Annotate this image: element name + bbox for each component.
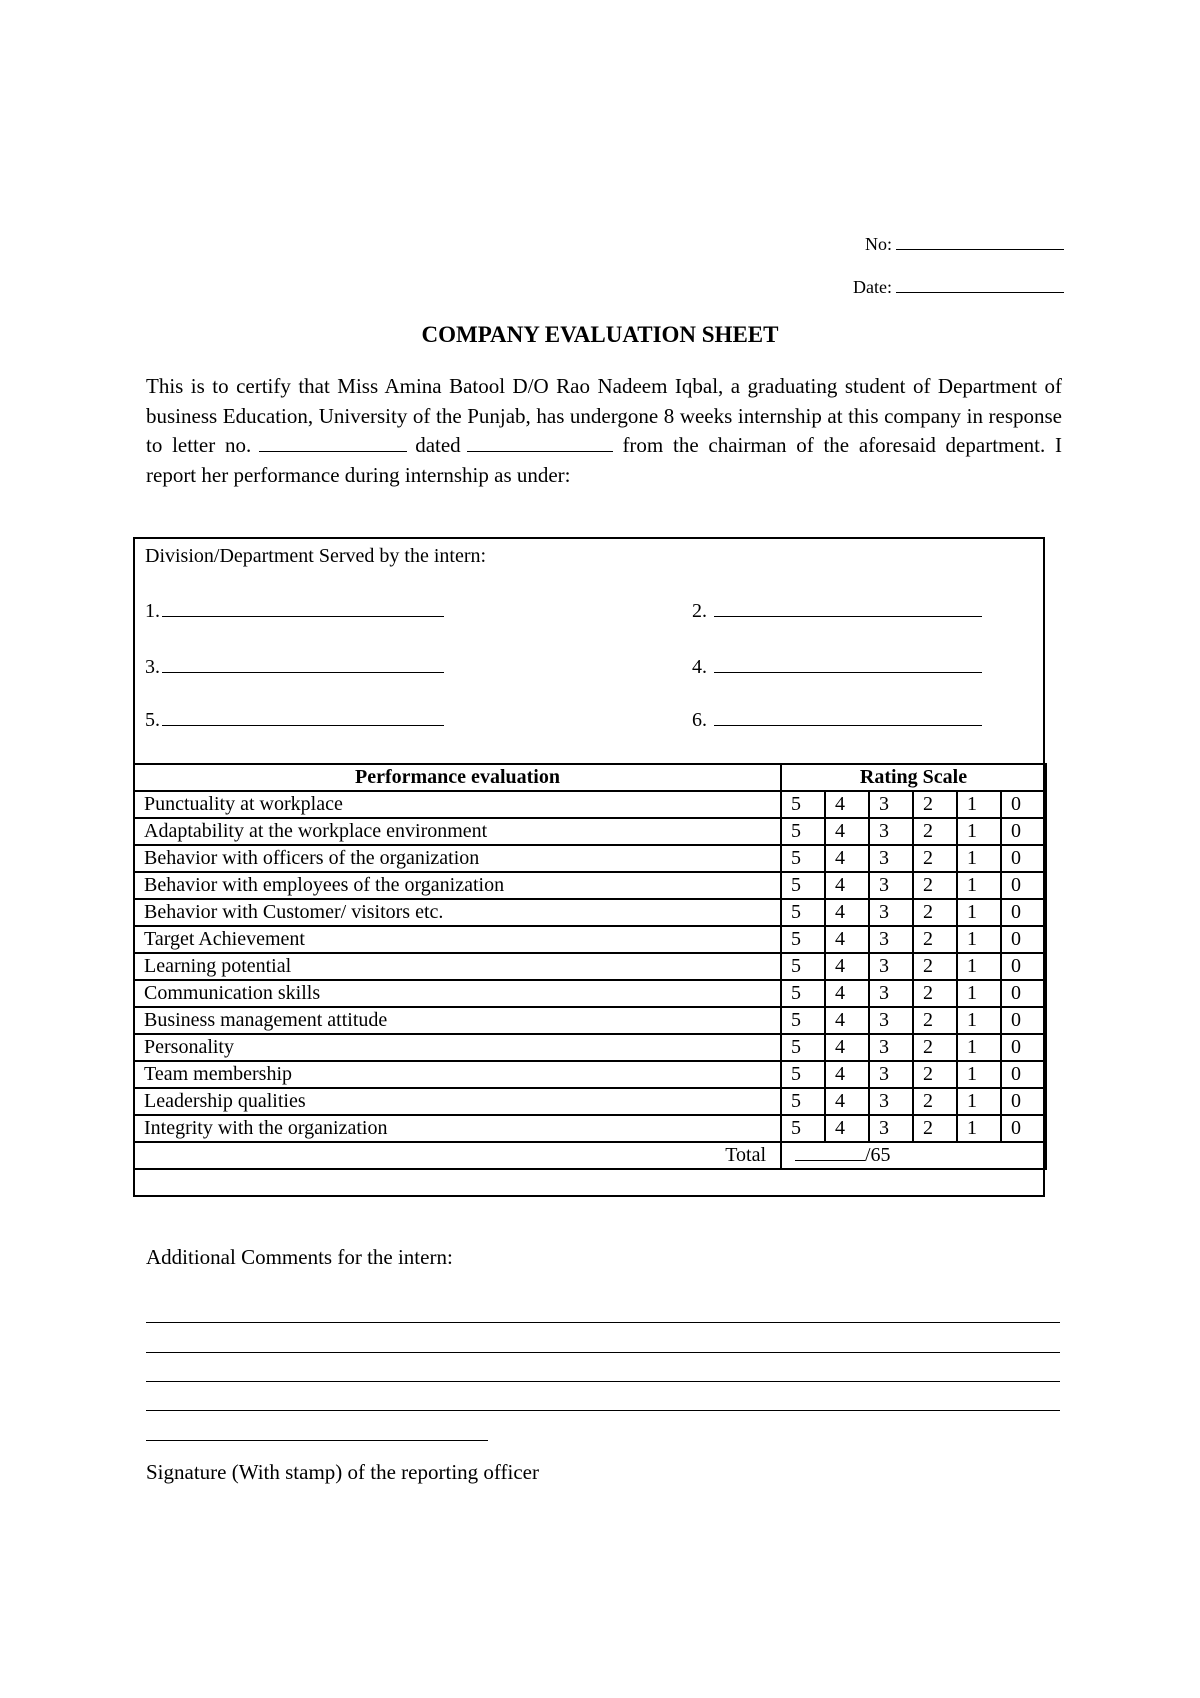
performance-header: Performance evaluation bbox=[134, 764, 781, 791]
criteria-row bbox=[134, 1088, 1046, 1115]
rating-option[interactable]: 5 bbox=[781, 899, 825, 926]
intro-dated-label: dated bbox=[415, 433, 461, 457]
rating-option[interactable]: 1 bbox=[957, 1034, 1001, 1061]
criteria-row bbox=[134, 980, 1046, 1007]
comments-label: Additional Comments for the intern: bbox=[146, 1245, 453, 1269]
total-label: Total bbox=[134, 1142, 781, 1169]
criteria-label: Business management attitude bbox=[134, 1007, 781, 1034]
rating-option[interactable]: 2 bbox=[913, 953, 957, 980]
rating-option[interactable]: 0 bbox=[1001, 899, 1046, 926]
rating-option[interactable]: 5 bbox=[781, 1061, 825, 1088]
rating-option[interactable]: 1 bbox=[957, 953, 1001, 980]
rating-option[interactable]: 2 bbox=[913, 818, 957, 845]
rating-option[interactable]: 4 bbox=[825, 1061, 869, 1088]
rating-option[interactable]: 5 bbox=[781, 845, 825, 872]
rating-option[interactable]: 2 bbox=[913, 899, 957, 926]
performance-table bbox=[133, 763, 1047, 1170]
rating-option[interactable]: 3 bbox=[869, 872, 913, 899]
rating-option[interactable]: 1 bbox=[957, 1088, 1001, 1115]
rating-option[interactable]: 3 bbox=[869, 1007, 913, 1034]
department-slot-3[interactable] bbox=[145, 656, 444, 679]
slot-number: 2. bbox=[692, 600, 707, 622]
rating-option[interactable]: 5 bbox=[781, 818, 825, 845]
rating-option[interactable]: 3 bbox=[869, 899, 913, 926]
rating-option[interactable]: 1 bbox=[957, 926, 1001, 953]
rating-option[interactable]: 2 bbox=[913, 872, 957, 899]
total-blank[interactable] bbox=[795, 1159, 865, 1161]
rating-option[interactable]: 3 bbox=[869, 1088, 913, 1115]
comment-line[interactable] bbox=[146, 1352, 1060, 1353]
rating-option[interactable]: 5 bbox=[781, 1034, 825, 1061]
slot-number: 5. bbox=[145, 709, 160, 731]
criteria-row bbox=[134, 1115, 1046, 1142]
rating-option[interactable]: 4 bbox=[825, 872, 869, 899]
slot-blank[interactable] bbox=[162, 615, 444, 617]
rating-option[interactable]: 4 bbox=[825, 1034, 869, 1061]
total-value[interactable] bbox=[781, 1142, 1046, 1169]
rating-option[interactable]: 2 bbox=[913, 1088, 957, 1115]
rating-option[interactable]: 2 bbox=[913, 926, 957, 953]
rating-option[interactable]: 1 bbox=[957, 872, 1001, 899]
page-title: COMPANY EVALUATION SHEET bbox=[421, 322, 779, 347]
rating-option[interactable]: 0 bbox=[1001, 926, 1046, 953]
rating-option[interactable]: 0 bbox=[1001, 1034, 1046, 1061]
rating-option[interactable]: 2 bbox=[913, 791, 957, 818]
rating-option[interactable]: 4 bbox=[825, 1007, 869, 1034]
criteria-label: Behavior with officers of the organization bbox=[134, 845, 781, 872]
table-header-row bbox=[134, 764, 1046, 791]
criteria-row bbox=[134, 926, 1046, 953]
slot-number: 4. bbox=[692, 656, 707, 678]
rating-option[interactable]: 0 bbox=[1001, 1007, 1046, 1034]
number-blank[interactable] bbox=[896, 248, 1064, 250]
slot-number: 1. bbox=[145, 600, 160, 622]
rating-option[interactable]: 3 bbox=[869, 1115, 913, 1142]
department-slot-6[interactable] bbox=[692, 709, 982, 732]
department-slot-1[interactable] bbox=[145, 600, 444, 623]
slot-blank[interactable] bbox=[714, 724, 982, 726]
criteria-label: Team membership bbox=[134, 1061, 781, 1088]
number-label: No: bbox=[865, 234, 892, 254]
criteria-row bbox=[134, 899, 1046, 926]
criteria-label: Target Achievement bbox=[134, 926, 781, 953]
criteria-row bbox=[134, 818, 1046, 845]
department-slot-2[interactable] bbox=[692, 600, 982, 623]
rating-option[interactable]: 0 bbox=[1001, 818, 1046, 845]
department-slot-5[interactable] bbox=[145, 709, 444, 732]
criteria-label: Punctuality at workplace bbox=[134, 791, 781, 818]
total-max: /65 bbox=[865, 1144, 891, 1166]
rating-option[interactable]: 5 bbox=[781, 1115, 825, 1142]
signature-line[interactable] bbox=[146, 1440, 488, 1441]
criteria-row bbox=[134, 791, 1046, 818]
rating-option[interactable]: 0 bbox=[1001, 791, 1046, 818]
rating-option[interactable]: 4 bbox=[825, 845, 869, 872]
rating-option[interactable]: 2 bbox=[913, 845, 957, 872]
certification-paragraph bbox=[146, 372, 1062, 490]
rating-option[interactable]: 3 bbox=[869, 1061, 913, 1088]
criteria-row bbox=[134, 953, 1046, 980]
criteria-row bbox=[134, 872, 1046, 899]
rating-scale-header: Rating Scale bbox=[781, 764, 1046, 791]
rating-option[interactable]: 3 bbox=[869, 818, 913, 845]
criteria-label: Communication skills bbox=[134, 980, 781, 1007]
rating-option[interactable]: 4 bbox=[825, 953, 869, 980]
rating-option[interactable]: 0 bbox=[1001, 845, 1046, 872]
criteria-label: Integrity with the organization bbox=[134, 1115, 781, 1142]
rating-option[interactable]: 2 bbox=[913, 980, 957, 1007]
rating-option[interactable]: 0 bbox=[1001, 953, 1046, 980]
rating-option[interactable]: 4 bbox=[825, 926, 869, 953]
rating-option[interactable]: 3 bbox=[869, 926, 913, 953]
rating-option[interactable]: 5 bbox=[781, 926, 825, 953]
rating-option[interactable]: 1 bbox=[957, 1115, 1001, 1142]
criteria-row bbox=[134, 1034, 1046, 1061]
rating-option[interactable]: 5 bbox=[781, 791, 825, 818]
rating-option[interactable]: 5 bbox=[781, 872, 825, 899]
department-slot-4[interactable] bbox=[692, 656, 982, 679]
evaluation-form-box bbox=[133, 537, 1045, 1197]
rating-option[interactable]: 1 bbox=[957, 791, 1001, 818]
rating-option[interactable]: 0 bbox=[1001, 1061, 1046, 1088]
rating-option[interactable]: 3 bbox=[869, 980, 913, 1007]
intro-text-2: from the chairman of the aforesaid department. I report her performance during internship as under: bbox=[146, 433, 1062, 487]
rating-option[interactable]: 5 bbox=[781, 980, 825, 1007]
criteria-label: Behavior with employees of the organization bbox=[134, 872, 781, 899]
rating-option[interactable]: 1 bbox=[957, 899, 1001, 926]
rating-option[interactable]: 2 bbox=[913, 1115, 957, 1142]
comment-line[interactable] bbox=[146, 1322, 1060, 1323]
criteria-label: Adaptability at the workplace environment bbox=[134, 818, 781, 845]
slot-blank[interactable] bbox=[714, 615, 982, 617]
slot-blank[interactable] bbox=[162, 671, 444, 673]
rating-option[interactable]: 2 bbox=[913, 1061, 957, 1088]
rating-option[interactable]: 1 bbox=[957, 1061, 1001, 1088]
rating-option[interactable]: 0 bbox=[1001, 1088, 1046, 1115]
rating-option[interactable]: 4 bbox=[825, 899, 869, 926]
rating-option[interactable]: 0 bbox=[1001, 872, 1046, 899]
rating-option[interactable]: 3 bbox=[869, 1034, 913, 1061]
rating-option[interactable]: 3 bbox=[869, 791, 913, 818]
letter-number-blank[interactable] bbox=[259, 450, 407, 452]
date-label: Date: bbox=[853, 277, 892, 297]
rating-option[interactable]: 1 bbox=[957, 980, 1001, 1007]
rating-option[interactable]: 0 bbox=[1001, 1115, 1046, 1142]
slot-number: 6. bbox=[692, 709, 707, 731]
criteria-row bbox=[134, 845, 1046, 872]
rating-option[interactable]: 2 bbox=[913, 1034, 957, 1061]
date-blank[interactable] bbox=[896, 291, 1064, 293]
date-field bbox=[853, 277, 1064, 298]
rating-option[interactable]: 3 bbox=[869, 845, 913, 872]
signature-label: Signature (With stamp) of the reporting officer bbox=[146, 1460, 539, 1484]
rating-option[interactable]: 4 bbox=[825, 1088, 869, 1115]
criteria-row bbox=[134, 1007, 1046, 1034]
rating-option[interactable]: 3 bbox=[869, 953, 913, 980]
criteria-row bbox=[134, 1061, 1046, 1088]
rating-option[interactable]: 4 bbox=[825, 791, 869, 818]
rating-option[interactable]: 5 bbox=[781, 1088, 825, 1115]
rating-option[interactable]: 4 bbox=[825, 818, 869, 845]
rating-option[interactable]: 1 bbox=[957, 1007, 1001, 1034]
rating-option[interactable]: 0 bbox=[1001, 980, 1046, 1007]
total-row bbox=[134, 1142, 1046, 1169]
slot-blank[interactable] bbox=[162, 724, 444, 726]
rating-option[interactable]: 2 bbox=[913, 1007, 957, 1034]
rating-option[interactable]: 5 bbox=[781, 1007, 825, 1034]
rating-option[interactable]: 4 bbox=[825, 980, 869, 1007]
criteria-label: Learning potential bbox=[134, 953, 781, 980]
comment-line[interactable] bbox=[146, 1381, 1060, 1382]
rating-option[interactable]: 1 bbox=[957, 818, 1001, 845]
slot-blank[interactable] bbox=[714, 671, 982, 673]
number-field bbox=[865, 234, 1064, 255]
division-label: Division/Department Served by the intern: bbox=[145, 545, 487, 567]
comment-line[interactable] bbox=[146, 1410, 1060, 1411]
rating-option[interactable]: 1 bbox=[957, 845, 1001, 872]
rating-option[interactable]: 4 bbox=[825, 1115, 869, 1142]
criteria-label: Leadership qualities bbox=[134, 1088, 781, 1115]
criteria-label: Behavior with Customer/ visitors etc. bbox=[134, 899, 781, 926]
intro-text-1: This is to certify that Miss Amina Batool D/O Rao Nadeem Iqbal, a graduating student of Department of business Education, University of the Punjab, has undergone 8 weeks internship at this company in response to letter no. bbox=[146, 374, 1062, 457]
letter-date-blank[interactable] bbox=[467, 450, 613, 452]
slot-number: 3. bbox=[145, 656, 160, 678]
criteria-label: Personality bbox=[134, 1034, 781, 1061]
rating-option[interactable]: 5 bbox=[781, 953, 825, 980]
